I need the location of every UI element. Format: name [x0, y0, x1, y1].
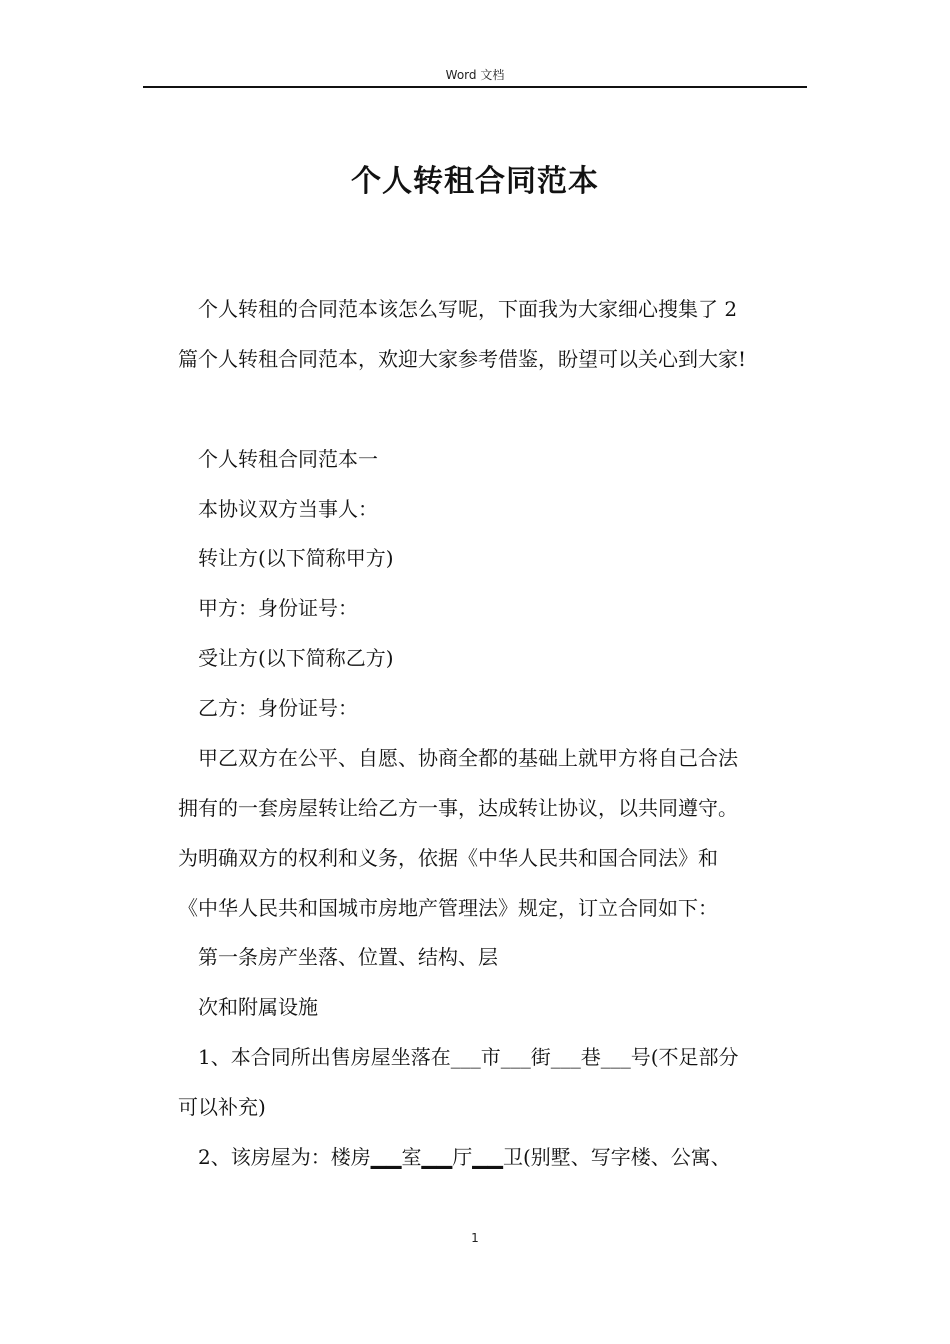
paragraph-line: 篇个人转租合同范本，欢迎大家参考借鉴，盼望可以关心到大家! [178, 347, 747, 371]
paragraph-line: 次和附属设施 [198, 995, 318, 1019]
paragraph-line: 乙方：身份证号： [198, 696, 358, 720]
paragraph-line: 《中华人民共和国城市房地产管理法》规定，订立合同如下： [178, 896, 718, 920]
page-header: Word 文档 [445, 68, 505, 82]
paragraph-line: 个人转租的合同范本该怎么写呢，下面我为大家细心搜集了 2 [198, 297, 738, 321]
page-number: 1 [471, 1231, 479, 1245]
paragraph-line: 可以补充) [178, 1095, 266, 1119]
section-heading: 个人转租合同范本一 [198, 447, 378, 471]
paragraph-line: 2、该房屋为：楼房▁▁室▁▁厅▁▁卫(别墅、写字楼、公寓、 [198, 1145, 731, 1169]
paragraph-line: 1、本合同所出售房屋坐落在___市___街___巷___号(不足部分 [198, 1045, 739, 1069]
header-divider [143, 86, 807, 88]
paragraph-line: 拥有的一套房屋转让给乙方一事，达成转让协议，以共同遵守。 [178, 796, 738, 820]
paragraph-line: 第一条房产坐落、位置、结构、层 [198, 945, 498, 969]
paragraph-line: 为明确双方的权利和义务，依据《中华人民共和国合同法》和 [178, 846, 718, 870]
paragraph-line: 本协议双方当事人： [198, 497, 378, 521]
paragraph-line: 转让方(以下简称甲方) [198, 546, 394, 570]
document-title: 个人转租合同范本 [351, 164, 599, 199]
paragraph-line: 受让方(以下简称乙方) [198, 646, 394, 670]
paragraph-line: 甲乙双方在公平、自愿、协商全都的基础上就甲方将自己合法 [198, 746, 738, 770]
paragraph-line: 甲方：身份证号： [198, 596, 358, 620]
